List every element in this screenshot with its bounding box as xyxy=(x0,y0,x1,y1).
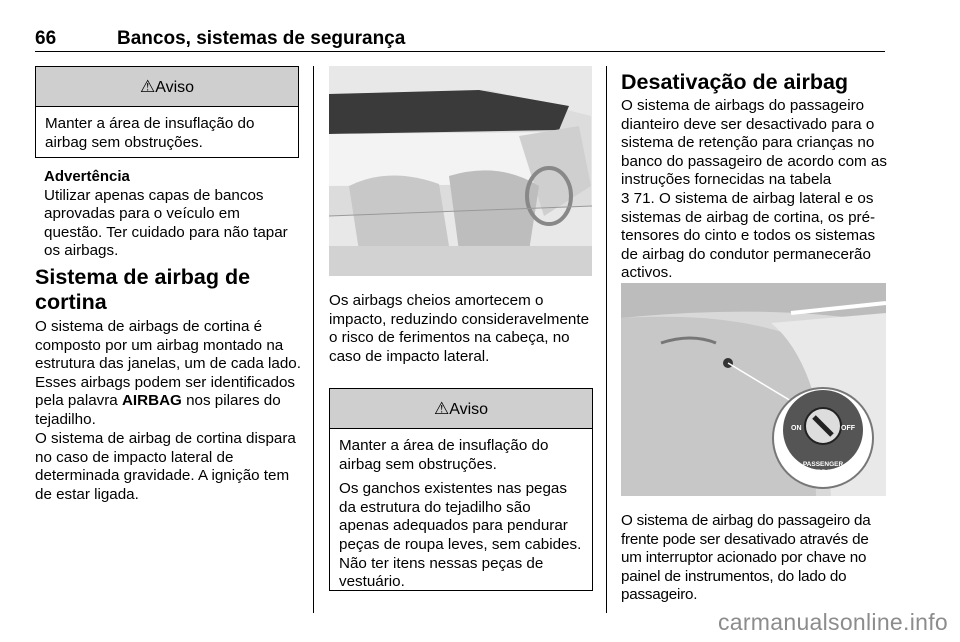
warning-text: Manter a área de insuflação do airbag sem obstruções. xyxy=(45,115,255,151)
paragraph: O sistema de airbag de cortina dispara no caso de impacto lateral de determinada gravidade. A ignição tem de estar ligada. xyxy=(35,430,296,503)
column-divider xyxy=(313,66,314,613)
note-title: Advertência xyxy=(44,168,130,185)
column-divider xyxy=(606,66,607,613)
page-header xyxy=(35,28,885,52)
switch-label-on: ON xyxy=(791,425,802,432)
switch-label-airbag: AIRBAG xyxy=(810,469,836,476)
paragraph: O sistema de airbags de cortina é composto por um airbag montado na estrutura das janelas, um de cada lado. Esses airbags podem ser identificados pela palavra AIRBAG nos pilares do tejadilho. xyxy=(35,318,301,428)
page-title: Bancos, sistemas de segurança xyxy=(117,28,406,49)
warning-header xyxy=(330,389,592,429)
note xyxy=(44,168,300,261)
warning-box xyxy=(35,66,299,158)
warning-triangle-icon: ⚠ xyxy=(139,77,156,96)
section-heading: Sistema de airbag de cortina xyxy=(35,265,251,314)
paragraph: O sistema de airbags do passageiro dianteiro deve ser desactivado para o sistema de retenção para crianças no banco do passageiro de acordo com as instruções fornecidas na tabela 3 71. O sistema de airbag lateral e os sistemas de airbag de cortina, os pré-tensores do cinto e todos os sistemas de airbag do condutor permanecerão activos. xyxy=(621,97,887,282)
figure-caption: Os airbags cheios amortecem o impacto, reduzindo consideravelmente o risco de ferimentos na cabeça, no caso de impacto lateral. xyxy=(329,292,590,365)
note-text: Utilizar apenas capas de bancos aprovadas para o veículo em questão. Ter cuidado para não tapar os airbags. xyxy=(44,186,288,260)
warning-box xyxy=(329,388,593,591)
curtain-airbag-illustration xyxy=(329,66,592,276)
airbag-switch-illustration xyxy=(621,283,886,496)
warning-triangle-icon: ⚠ xyxy=(433,399,450,418)
airbag-keyword: AIRBAG xyxy=(121,392,182,410)
warning-text: Manter a área de insuflação do airbag sem obstruções. xyxy=(339,437,549,473)
page-number: 66 xyxy=(35,28,57,49)
warning-label: Aviso xyxy=(155,79,195,96)
section-heading: Desativação de airbag xyxy=(621,70,849,94)
warning-label: Aviso xyxy=(449,401,489,418)
watermark: carmanualsonline.info xyxy=(717,609,948,635)
warning-header xyxy=(36,67,298,107)
warning-text: Os ganchos existentes nas pegas da estrutura do tejadilho são apenas adequados para pendurar peças de roupa leves, sem cabides. Não ter itens nessas peças de vestuário. xyxy=(339,480,582,591)
switch-label-off: OFF xyxy=(841,425,855,432)
figure-caption: O sistema de airbag do passageiro da frente pode ser desativado através de um interruptor acionado por chave no painel de instrumentos, do lado do passageiro. xyxy=(621,512,871,604)
switch-label-passenger: PASSENGER xyxy=(802,461,844,468)
